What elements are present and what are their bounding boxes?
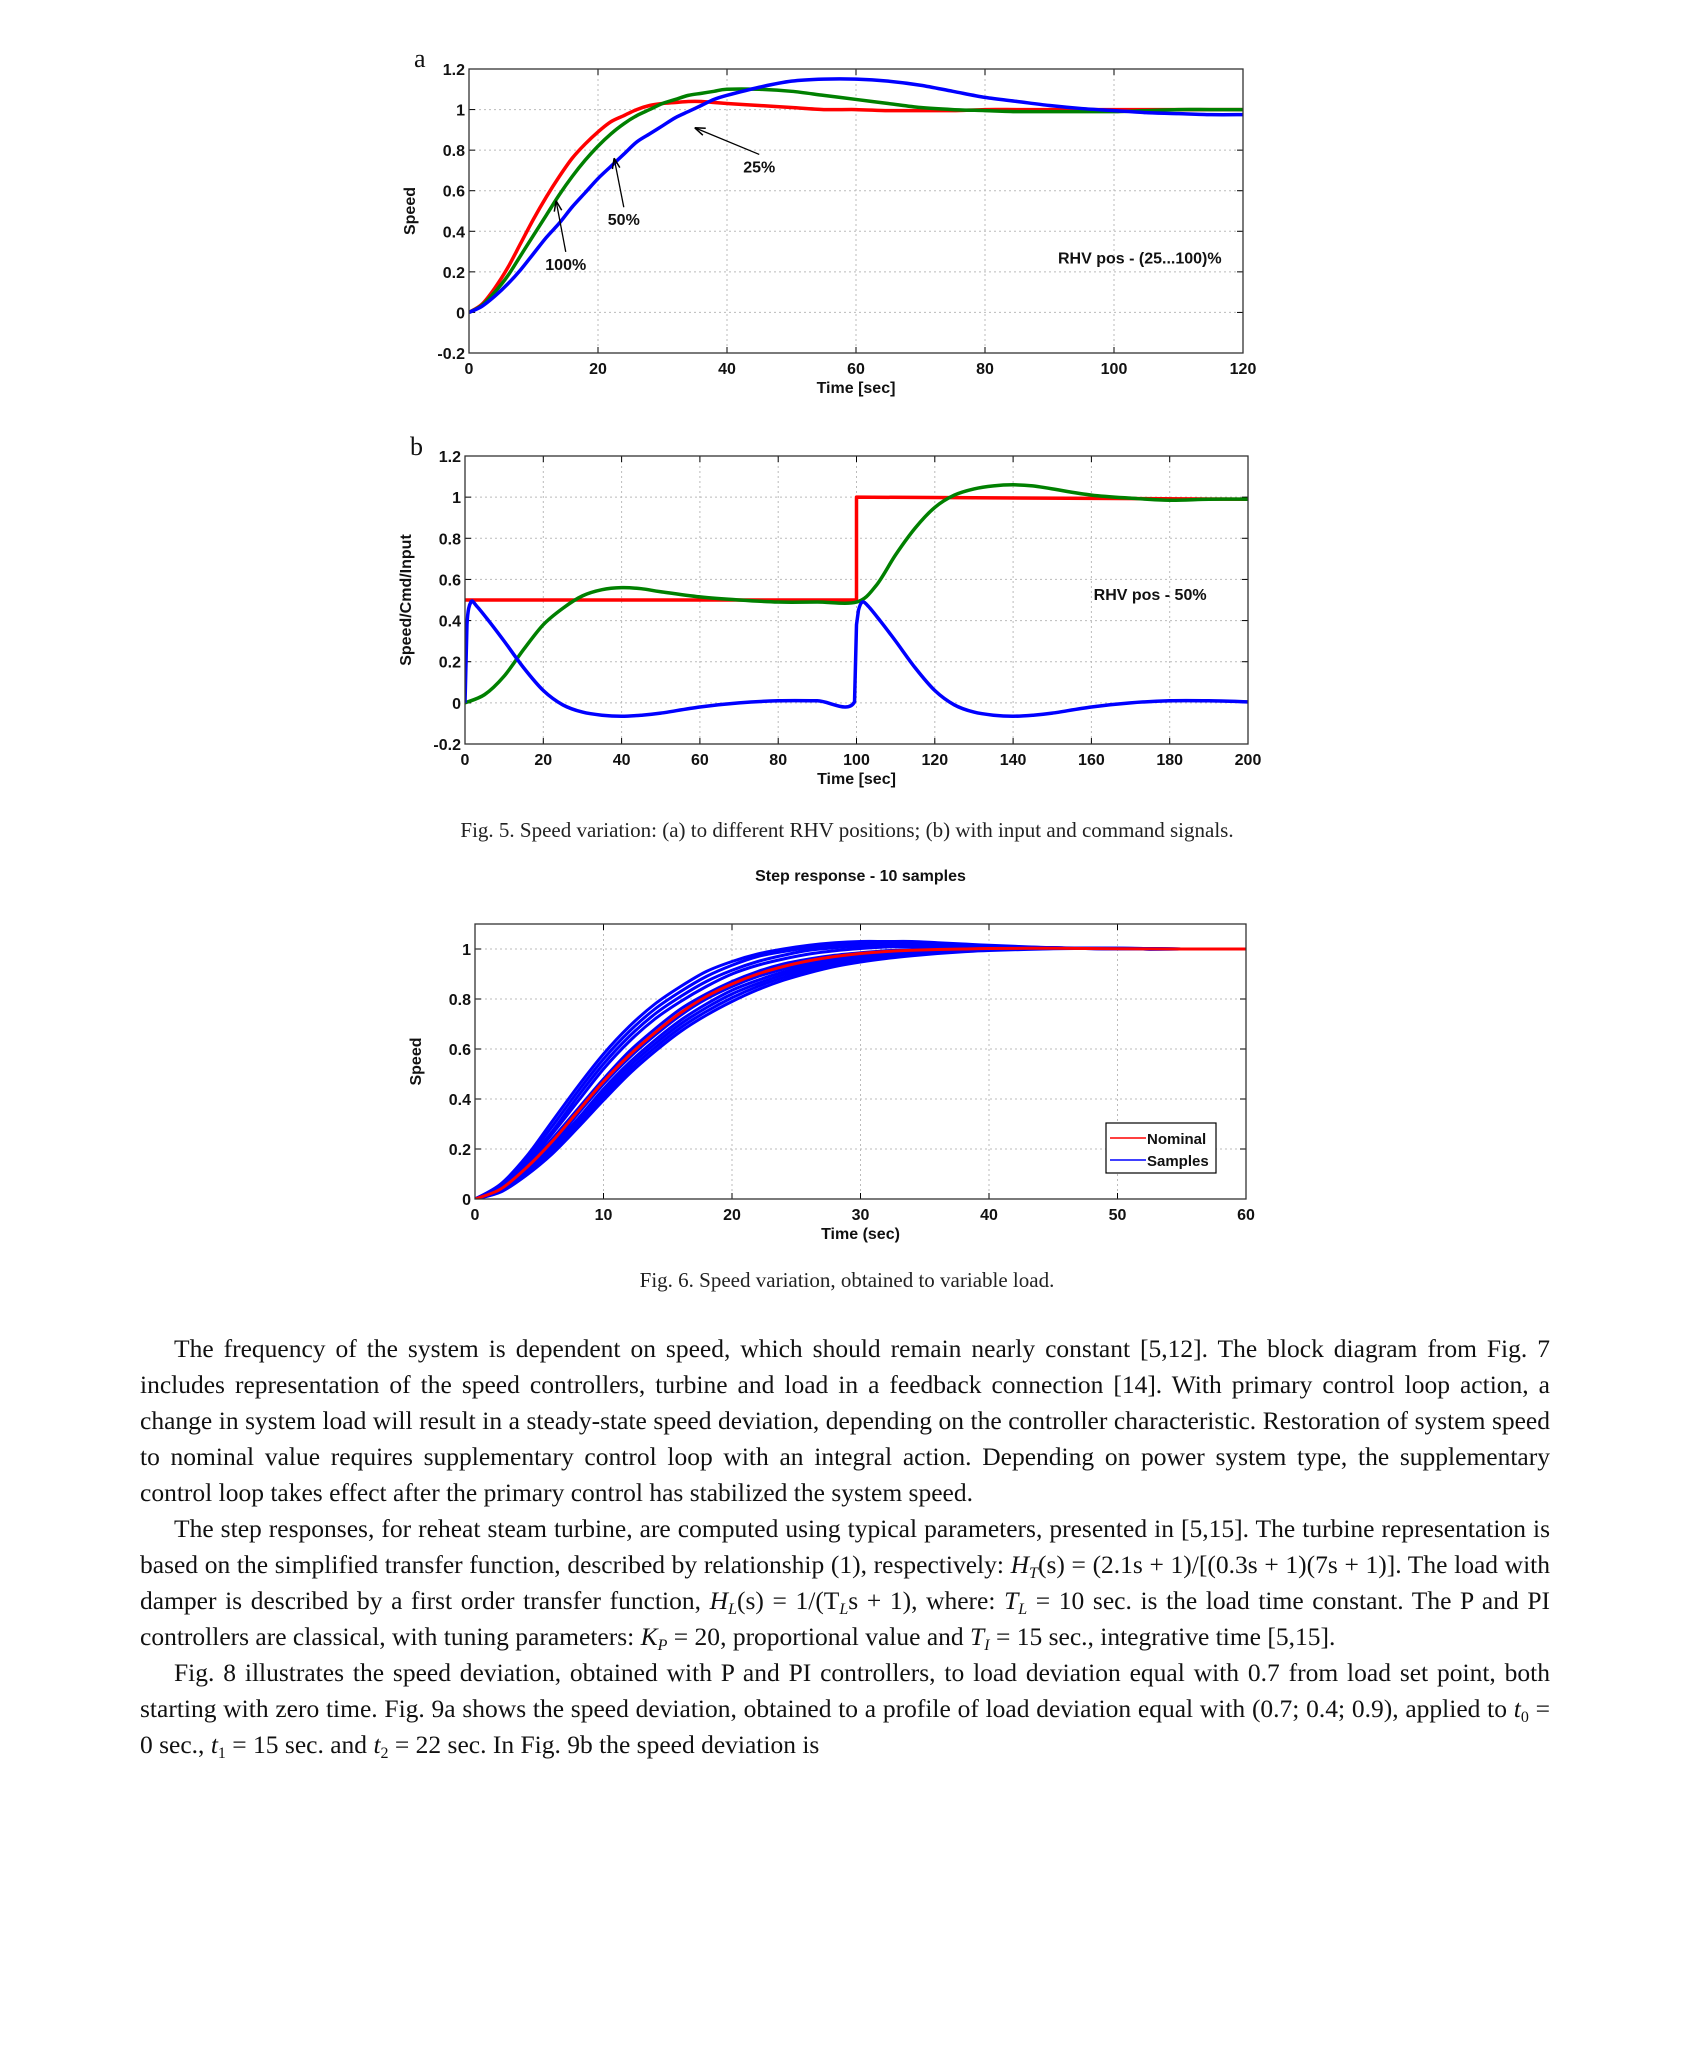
y-axis-label: Speed [402, 186, 419, 236]
y-tick-label: 0.8 [448, 992, 471, 1009]
equation-t1: $t_1 = 15$ [210, 1730, 279, 1762]
paragraph-3-text-b: sec., [152, 1730, 205, 1759]
x-tick-label: 60 [1237, 1207, 1255, 1224]
fig5a-panel-label: a [414, 44, 426, 73]
x-tick-label: 20 [589, 361, 607, 378]
paragraph-3 [140, 1655, 1550, 1763]
fig6-caption: Fig. 6. Speed variation, obtained to variable load. [639, 1268, 1055, 1292]
x-tick-label: 0 [460, 752, 470, 769]
x-tick-label: 120 [1229, 361, 1257, 378]
x-tick-label: 10 [594, 1207, 613, 1224]
paragraph-2-text-f: sec., integrative time [5,15]. [1042, 1622, 1336, 1651]
y-tick-label: 1.2 [442, 62, 465, 79]
x-tick-label: 20 [723, 1207, 741, 1224]
paragraph-2-text-e: , proportional value and [720, 1622, 964, 1651]
paragraph-2 [140, 1511, 1550, 1655]
equation-t2: $t_2 = 22$ [373, 1730, 442, 1762]
y-tick-label: 0 [452, 695, 461, 713]
y-tick-label: 0 [462, 1192, 471, 1209]
chart-annotation: RHV pos - 50% [1093, 587, 1207, 604]
y-tick-label: 1 [462, 942, 471, 959]
y-tick-label: -0.2 [433, 737, 461, 754]
y-tick-label: 1.2 [438, 449, 461, 466]
equation-HT: $H_T(s) = (2.1s + 1)/[(0.3s + 1)(7s + 1)]$ [1010, 1550, 1396, 1582]
x-axis-label: Time (sec) [821, 1226, 900, 1243]
y-axis-label: Speed/Cmd/Input [398, 534, 415, 666]
x-tick-label: 60 [691, 752, 709, 769]
chart-annotation: 100% [545, 256, 587, 274]
equation-HL: $H_L(s) = 1/(T_Ls + 1)$ [709, 1586, 912, 1618]
paragraph-3-text-a: Fig. 8 illustrates the speed deviation, obtained with P and PI controllers, to load deviation equal with 0.7 from load set point, both starting with zero time. Fig. 9a shows the speed deviation, obtained to a profile of load deviation equal with (0.7; 0.4; 0.9), applied to [140, 1658, 1550, 1723]
y-tick-label: 0.6 [448, 1042, 471, 1059]
x-tick-label: 100 [1100, 361, 1128, 378]
chart-annotation: RHV pos - (25...100)% [1057, 250, 1222, 268]
x-tick-label: 80 [769, 752, 788, 769]
x-tick-label: 140 [999, 752, 1027, 769]
equation-TI: $T_I = 15$ [970, 1622, 1043, 1654]
y-tick-label: 0.2 [438, 654, 461, 672]
legend-label: Samples [1147, 1153, 1209, 1170]
x-tick-label: 60 [847, 361, 865, 378]
y-tick-label: 1 [456, 102, 465, 120]
y-tick-label: 0.6 [442, 183, 465, 201]
body-text [140, 1331, 1550, 1763]
x-tick-label: 50 [1108, 1207, 1127, 1224]
x-tick-label: 40 [612, 752, 631, 769]
y-tick-label: 0.2 [448, 1142, 471, 1159]
legend-label: Nominal [1147, 1131, 1207, 1148]
y-tick-label: 0.4 [448, 1092, 471, 1109]
paragraph-2-text-a: The step responses, for reheat steam turbine, are computed using typical parameters, presented in [5,15]. The turbine representation is based on the simplified transfer function, described by relationship (1), respectively: [140, 1514, 1550, 1579]
y-tick-label: 0.8 [442, 143, 465, 161]
chart-legend [1106, 1123, 1216, 1173]
x-tick-label: 40 [980, 1207, 998, 1224]
y-tick-label: 0.2 [442, 264, 465, 282]
chart-annotation: 25% [743, 159, 776, 177]
x-tick-label: 180 [1156, 752, 1184, 769]
fig5-caption: Fig. 5. Speed variation: (a) to different RHV positions; (b) with input and command signals. [460, 818, 1234, 842]
y-tick-label: 0 [456, 305, 465, 323]
x-tick-label: 0 [464, 361, 474, 378]
x-tick-label: 160 [1078, 752, 1105, 769]
x-tick-label: 40 [718, 361, 736, 378]
x-axis-label: Time [sec] [816, 380, 896, 397]
x-tick-label: 200 [1234, 752, 1262, 769]
x-tick-label: 100 [843, 752, 870, 769]
equation-KP: $K_P = 20$ [640, 1622, 721, 1654]
paragraph-1: The frequency of the system is dependent on speed, which should remain nearly constant [5,12]. The block diagram from Fig. 7 includes representation of the speed controllers, turbine and load in a feedback connection [14]. With primary control loop action, a change in system load will result in a steady-state speed deviation, depending on the controller characteristic. Restoration of system speed to nominal value requires supplementary control loop with an integral action. Depending on power system type, the supplementary control loop takes effect after the primary control has stabilized the system speed. [140, 1334, 1550, 1507]
equation-TL: $T_L = 10$ [1004, 1586, 1085, 1618]
y-tick-label: 0.6 [438, 572, 461, 590]
x-tick-label: 20 [534, 752, 553, 769]
x-tick-label: 30 [851, 1207, 870, 1224]
x-tick-label: 0 [470, 1207, 480, 1224]
fig5b-panel-label: b [410, 432, 423, 461]
paragraph-2-text-d: sec. is the load time constant. The P and PI controllers are classical, with tuning parameters: [140, 1586, 1551, 1651]
paragraph-2-text-b: . The load with damper is described by a first order transfer function, [140, 1550, 1551, 1615]
chart-title: Step response - 10 samples [755, 868, 966, 885]
y-tick-label: 0.4 [442, 224, 465, 242]
y-tick-label: -0.2 [437, 346, 465, 363]
paragraph-3-text-d: sec. In Fig. 9b the speed deviation is [441, 1730, 820, 1759]
y-tick-label: 0.8 [438, 531, 461, 549]
paragraph-3-text-c: sec. and [278, 1730, 368, 1759]
equation-t0: $t_0 = 0$ [140, 1694, 1550, 1759]
y-axis-label: Speed [408, 1037, 425, 1086]
x-tick-label: 120 [921, 752, 949, 769]
chart-annotation: 50% [607, 212, 640, 230]
y-tick-label: 0.4 [438, 613, 461, 631]
x-axis-label: Time [sec] [817, 771, 896, 788]
y-tick-label: 1 [452, 490, 461, 508]
x-tick-label: 80 [976, 361, 994, 378]
paragraph-2-text-c: , where: [911, 1586, 996, 1615]
